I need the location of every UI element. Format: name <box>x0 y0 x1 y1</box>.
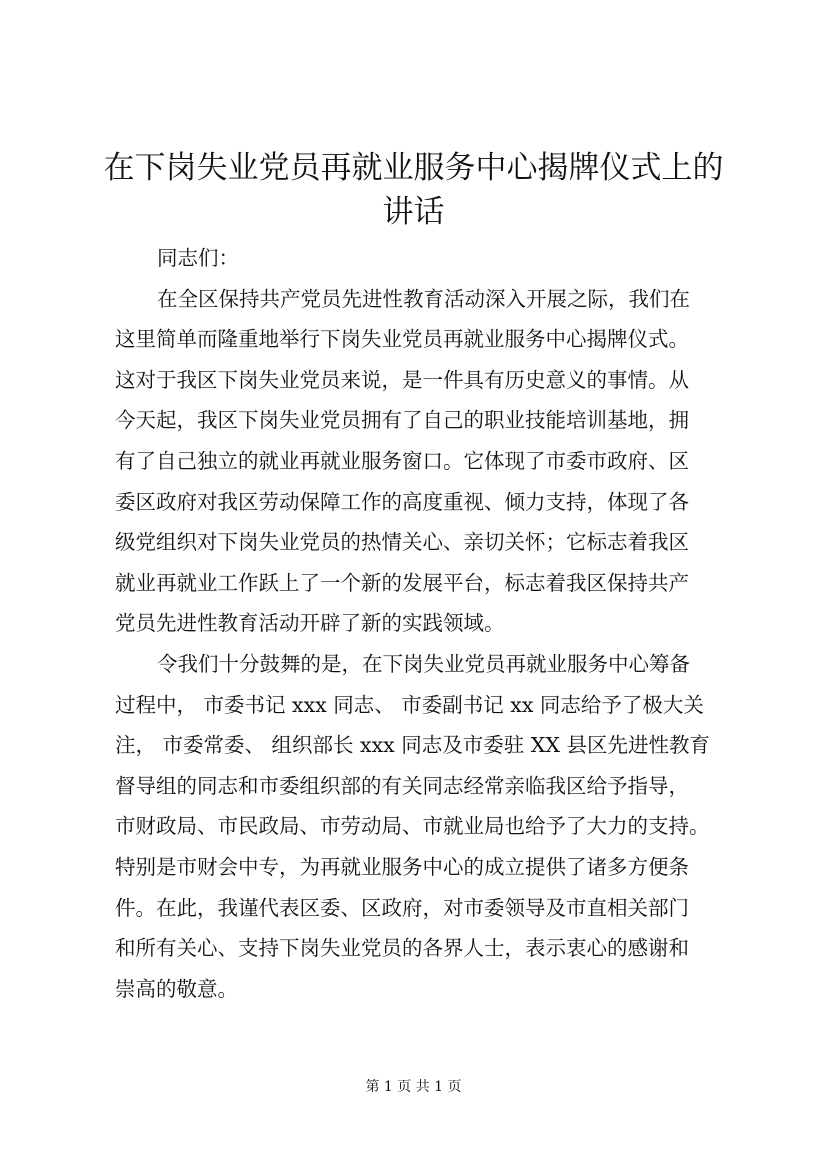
document-title <box>100 146 727 234</box>
paragraph-1 <box>115 279 735 644</box>
paragraph-line: 这里简单而隆重地举行下岗失业党员再就业服务中心揭牌仪式。 <box>115 327 689 352</box>
paragraph-line: 崇高的敬意。 <box>115 976 238 1001</box>
salutation: 同志们： <box>157 246 239 270</box>
document-body <box>115 238 735 1009</box>
paragraph-line: 过程中， 市委书记 xxx 同志、 市委副书记 xx 同志给予了极大关 <box>115 692 704 717</box>
paragraph-line: 委区政府对我区劳动保障工作的高度重视、倾力支持，体现了各 <box>115 489 689 514</box>
paragraph-line: 在全区保持共产党员先进性教育活动深入开展之际，我们在 <box>157 286 690 311</box>
paragraph-line: 今天起，我区下岗失业党员拥有了自己的职业技能培训基地，拥 <box>115 408 689 433</box>
paragraph-line: 特别是市财会中专，为再就业服务中心的成立提供了诸多方便条 <box>115 854 689 879</box>
paragraph-line: 有了自己独立的就业再就业服务窗口。它体现了市委市政府、区 <box>115 448 689 473</box>
paragraph-line: 这对于我区下岗失业党员来说，是一件具有历史意义的事情。从 <box>115 367 689 392</box>
paragraph-line: 注， 市委常委、 组织部长 xxx 同志及市委驻 XX 县区先进性教育 <box>115 733 710 758</box>
paragraph-line: 市财政局、市民政局、市劳动局、市就业局也给予了大力的支持。 <box>115 814 710 839</box>
paragraph-line: 就业再就业工作跃上了一个新的发展平台，标志着我区保持共产 <box>115 570 689 595</box>
paragraph-line: 件。在此，我谨代表区委、区政府，对市委领导及市直相关部门 <box>115 895 689 920</box>
paragraph-line: 级党组织对下岗失业党员的热情关心、亲切关怀；它标志着我区 <box>115 530 689 555</box>
paragraph-line: 党员先进性教育活动开辟了新的实践领域。 <box>115 611 505 636</box>
paragraph-line: 令我们十分鼓舞的是，在下岗失业党员再就业服务中心筹备 <box>157 651 690 676</box>
paragraph-line: 督导组的同志和市委组织部的有关同志经常亲临我区给予指导， <box>115 773 689 798</box>
paragraph-line: 和所有关心、支持下岗失业党员的各界人士，表示衷心的感谢和 <box>115 936 689 961</box>
paragraph-2 <box>115 644 735 1009</box>
title-line: 在下岗失业党员再就业服务中心揭牌仪式上的 <box>103 150 724 186</box>
page-footer: 第 1 页 共 1 页 <box>365 1079 462 1095</box>
title-line: 讲话 <box>382 194 445 230</box>
